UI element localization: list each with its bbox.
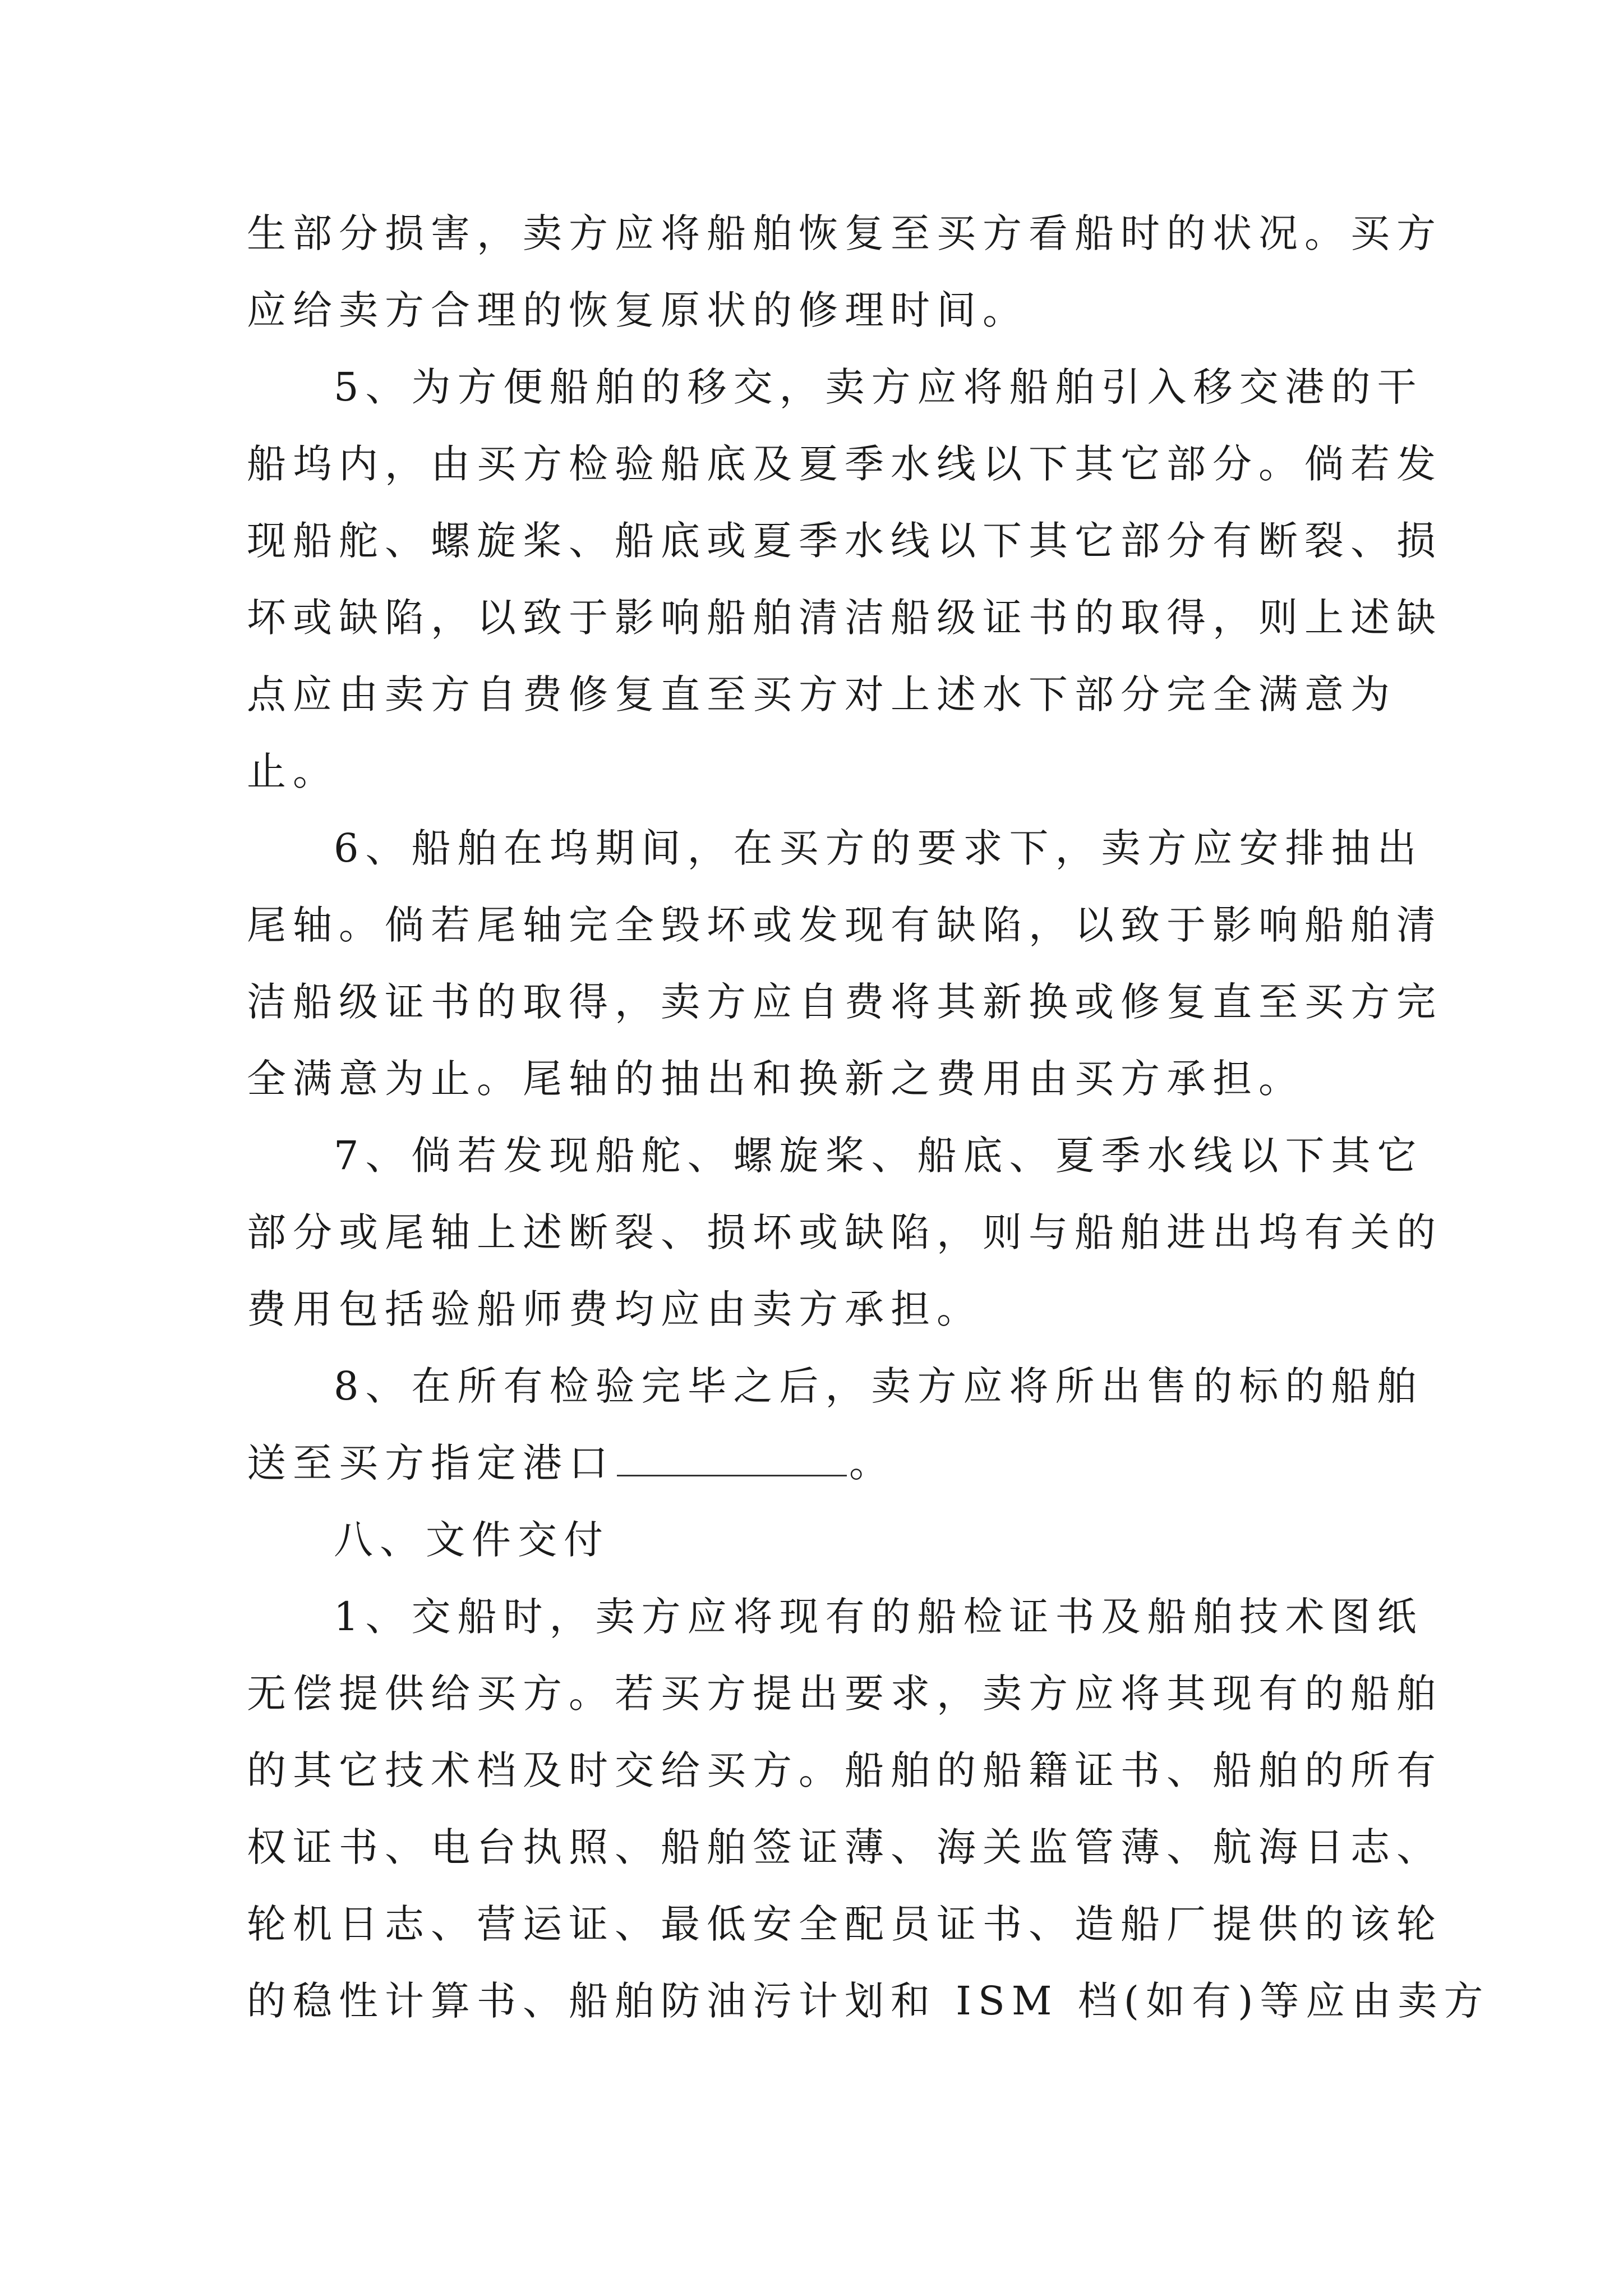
paragraph-start: 6、船舶在坞期间，在买方的要求下，卖方应安排抽出: [334, 825, 1423, 871]
section-heading: 八、文件交付: [334, 1517, 610, 1563]
document-body: [247, 195, 1490, 2040]
text-line: 船坞内，由买方检验船底及夏季水线以下其它部分。倘若发: [247, 441, 1442, 487]
text-line: 点应由卖方自费修复直至买方对上述水下部分完全满意为: [247, 671, 1396, 717]
text-line: 尾轴。倘若尾轴完全毁坏或发现有缺陷，以致于影响船舶清: [247, 902, 1442, 948]
text-line: 无偿提供给买方。若买方提出要求，卖方应将其现有的船舶: [247, 1671, 1442, 1717]
text-line: 费用包括验船师费均应由卖方承担。: [247, 1286, 983, 1332]
text-line: 部分或尾轴上述断裂、损坏或缺陷，则与船舶进出坞有关的: [247, 1209, 1442, 1255]
text-after-blank: 。: [849, 1440, 895, 1486]
text-line: 生部分损害，卖方应将船舶恢复至买方看船时的状况。买方: [247, 210, 1442, 256]
text-before-blank: 送至买方指定港口: [247, 1440, 615, 1486]
paragraph-start: 1、交船时，卖方应将现有的船检证书及船舶技术图纸: [334, 1594, 1423, 1640]
text-line: 止。: [247, 748, 339, 794]
text-line: 坏或缺陷，以致于影响船舶清洁船级证书的取得，则上述缺: [247, 595, 1442, 641]
text-line: 全满意为止。尾轴的抽出和换新之费用由买方承担。: [247, 1056, 1304, 1102]
text-line: 的稳性计算书、船舶防油污计划和 ISM 档(如有)等应由卖方: [247, 1978, 1490, 2024]
text-line: 应给卖方合理的恢复原状的修理时间。: [247, 287, 1029, 333]
text-line: 的其它技术档及时交给买方。船舶的船籍证书、船舶的所有: [247, 1747, 1442, 1793]
text-line: 洁船级证书的取得，卖方应自费将其新换或修复直至买方完: [247, 979, 1442, 1025]
paragraph-start: 5、为方便船舶的移交，卖方应将船舶引入移交港的干: [334, 364, 1423, 410]
paragraph-start: 8、在所有检验完毕之后，卖方应将所出售的标的船舶: [334, 1363, 1423, 1409]
text-line-with-blank: [247, 1425, 1402, 1502]
text-line: 轮机日志、营运证、最低安全配员证书、造船厂提供的该轮: [247, 1901, 1442, 1947]
fill-in-blank[interactable]: [617, 1435, 847, 1476]
paragraph-start: 7、倘若发现船舵、螺旋桨、船底、夏季水线以下其它: [334, 1133, 1423, 1179]
text-line: 现船舵、螺旋桨、船底或夏季水线以下其它部分有断裂、损: [247, 518, 1442, 564]
text-line: 权证书、电台执照、船舶签证薄、海关监管薄、航海日志、: [247, 1824, 1442, 1870]
